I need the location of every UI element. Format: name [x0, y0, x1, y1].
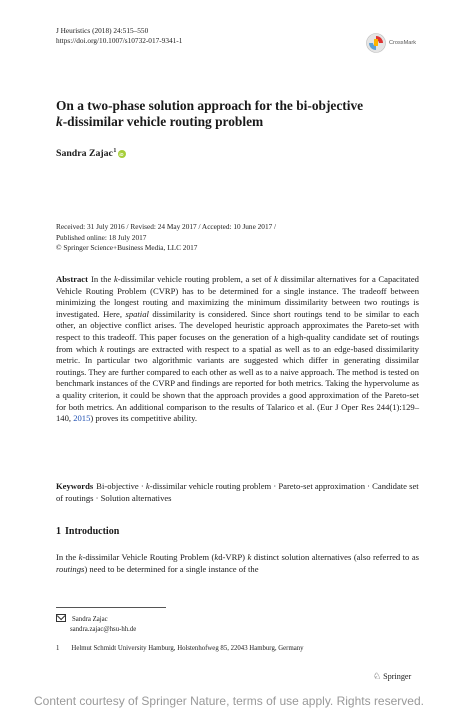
crossmark-label: CrossMark: [389, 40, 417, 46]
publication-dates: [56, 222, 276, 254]
section-title: Introduction: [65, 526, 120, 537]
title-line-2: k-dissimilar vehicle routing problem: [56, 114, 264, 129]
publisher-name: Springer: [383, 672, 412, 681]
affiliation-text: Helmut Schmidt University Hamburg, Holstenhofweg 85, 22043 Hamburg, Germany: [71, 645, 304, 652]
dates-line-1: Received: 31 July 2016 / Revised: 24 May 2017 / Accepted: 10 June 2017 /: [56, 222, 277, 231]
journal-citation: J Heuristics (2018) 24:515–550: [56, 26, 149, 35]
affiliation-number: 1: [56, 645, 60, 652]
crossmark-icon: [366, 33, 386, 53]
title-line-1: On a two-phase solution approach for the bi-objective: [56, 98, 364, 113]
orcid-icon[interactable]: [118, 150, 126, 158]
copyright-line: © Springer Science+Business Media, LLC 2017: [56, 243, 198, 252]
keywords-paragraph: Keywords Bi-objective · k-dissimilar vehicle routing problem · Pareto-set approximation · Candidate set of routings · Solution alternatives: [56, 481, 419, 503]
springer-horse-icon: ♘: [373, 671, 382, 681]
section-heading: [56, 526, 119, 537]
abstract-label: Abstract: [56, 274, 88, 284]
contact-email[interactable]: sandra.zajac@hsu-hh.de: [70, 626, 137, 633]
journal-header: [56, 26, 182, 46]
courtesy-watermark: Content courtesy of Springer Nature, terms of use apply. Rights reserved.: [34, 694, 424, 708]
abstract-paragraph: Abstract In the k-dissimilar vehicle routing problem, a set of k dissimilar alternatives for a Capacitated Vehicle Routing Problem (CVRP) has to be determined for a single instance. The tradeoff between minimizing the longest routing and maximizing the minimum dissimilarity between two routings is investigated. Here, spatial dissimilarity is considered. Since short routings tend to be similar to each other, an objective conflict arises. The developed heuristic approach approximates the Pareto-set with respect to this tradeoff. This paper focuses on the generation of a high-quality candidate set of routings from which k routings are extracted with respect to a spatial as well as to an edge-based dissimilarity metric. In particular two algorithmic variants are suggested which differ in generating dissimilar routings. They are further compared to each other as well as to a naive approach. The method is tested on benchmark instances of the CVRP and findings are reported for both metrics. Taking the hypervolume as a quality criterion, it could be shown that the approach provides a good approximation of the Pareto-set for both metrics. An additional comparison to the results of Talarico et al. (Eur J Oper Res 244(1):129–140, 2015) proves its competitive ability.: [56, 274, 420, 424]
footnote-divider: [56, 607, 166, 608]
paper-title: [56, 98, 416, 130]
corresponding-author: [56, 614, 136, 635]
springer-logo: [373, 671, 411, 682]
dates-line-2: Published online: 18 July 2017: [56, 232, 147, 242]
author-name[interactable]: Sandra Zajac: [56, 148, 113, 159]
affiliation-footnote: [56, 645, 304, 652]
contact-name: Sandra Zajac: [72, 616, 108, 623]
author-line: [56, 148, 126, 159]
doi-link[interactable]: https://doi.org/10.1007/s10732-017-9341-1: [56, 36, 183, 45]
keywords-label: Keywords: [56, 481, 94, 491]
crossmark-button[interactable]: [366, 33, 416, 53]
citation-year-link[interactable]: 2015: [73, 413, 91, 424]
intro-paragraph: In the k-dissimilar Vehicle Routing Problem (kd-VRP) k distinct solution alternatives (also referred to as routings) need to be determined for a single instance of the: [56, 552, 419, 574]
section-number: 1: [56, 526, 61, 537]
mail-icon: [56, 614, 66, 622]
author-affiliation-marker: 1: [113, 148, 117, 154]
